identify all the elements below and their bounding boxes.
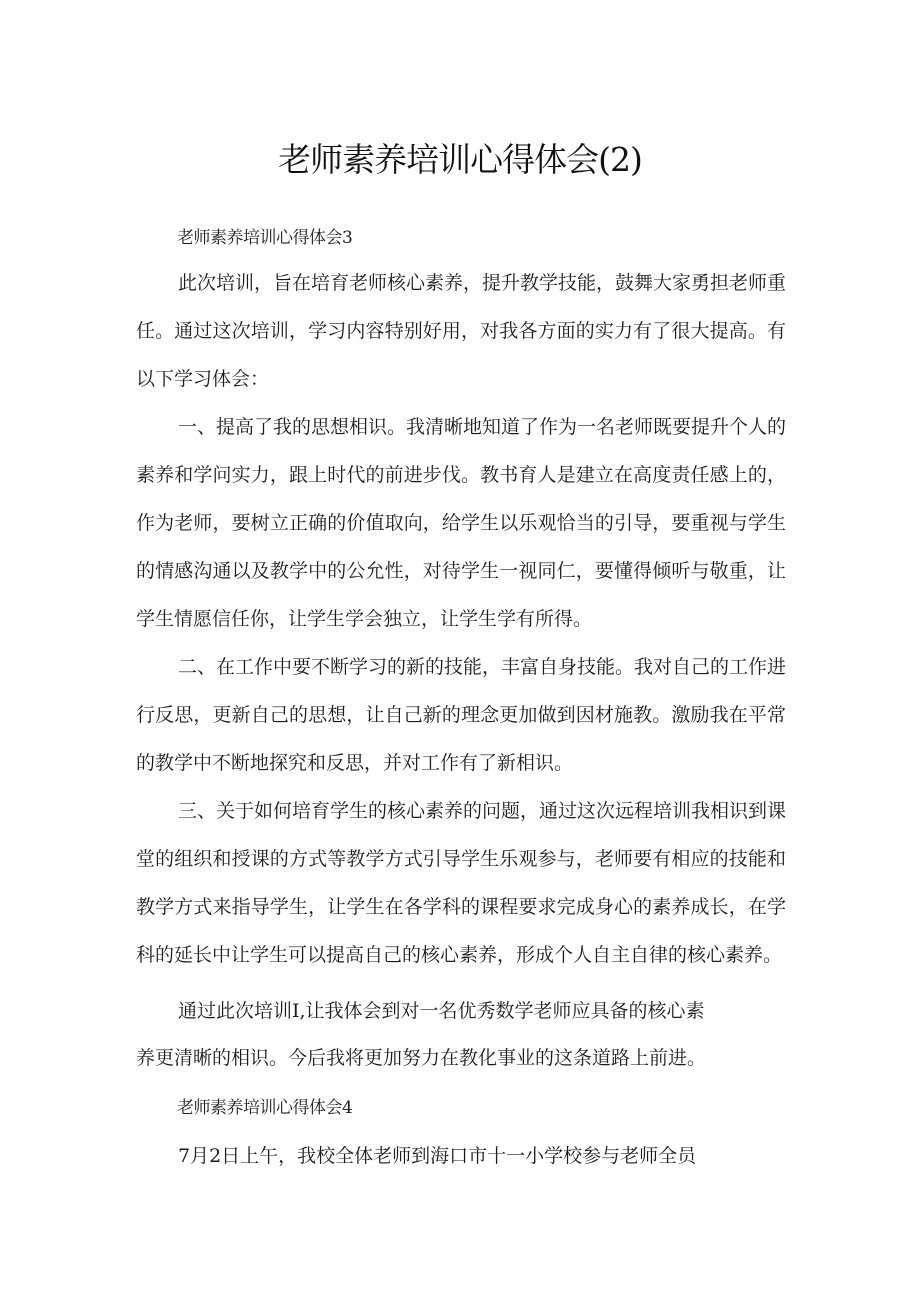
paragraph-intro: 此次培训，旨在培育老师核心素养，提升教学技能，鼓舞大家勇担老师重任。通过这次培训，学习内容特别好用，对我各方面的实力有了很大提高。有以下学习体会： bbox=[136, 272, 787, 390]
document-title: 老师素养培训心得体会(2) bbox=[278, 140, 642, 179]
section4-first-line: 7月2日上午，我校全体老师到海口市十一小学校参与老师全员 bbox=[178, 1145, 697, 1167]
closing-line-2: 养更清晰的相识。今后我将更加努力在教化事业的这条道路上前进。 bbox=[136, 1047, 707, 1069]
section3-heading: 老师素养培训心得体会3 bbox=[177, 228, 353, 248]
paragraph-point-two: 二、在工作中要不断学习的新的技能，丰富自身技能。我对自己的工作进行反思，更新自己的思想，让自己新的理念更加做到因材施教。激励我在平常的教学中不断地探究和反思，并对工作有了新相识。 bbox=[136, 656, 787, 774]
section4-heading: 老师素养培训心得体会4 bbox=[177, 1098, 353, 1118]
closing-line-1: 通过此次培训I,让我体会到对一名优秀数学老师应具备的核心素 bbox=[178, 1000, 705, 1022]
paragraph-point-three: 三、关于如何培育学生的核心素养的问题，通过这次远程培训我相识到课堂的组织和授课的方式等教学方式引导学生乐观参与，老师要有相应的技能和教学方式来指导学生，让学生在各学科的课程要求完成身心的素养成长，在学科的延长中让学生可以提高自己的核心素养，形成个人自主自律的核心素养。 bbox=[136, 800, 787, 966]
paragraph-point-one: 一、提高了我的思想相识。我清晰地知道了作为一名老师既要提升个人的素养和学问实力，跟上时代的前进步伐。教书育人是建立在高度责任感上的，作为老师，要树立正确的价值取向，给学生以乐观恰当的引导，要重视与学生的情感沟通以及教学中的公允性，对待学生一视同仁，要懂得倾听与敬重，让学生情愿信任你，让学生学会独立，让学生学有所得。 bbox=[136, 416, 787, 630]
